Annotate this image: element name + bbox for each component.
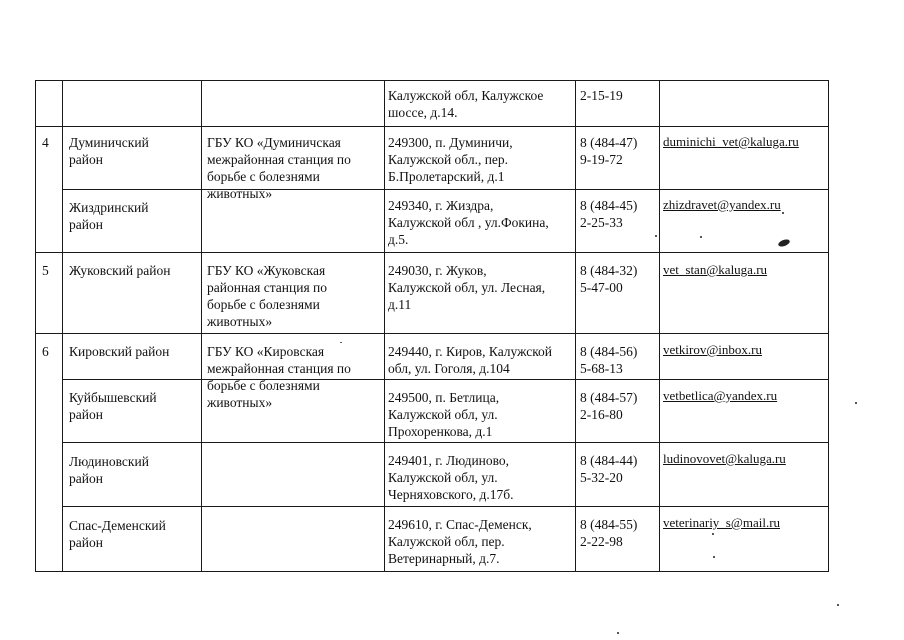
cell-row-number: 5 — [42, 263, 49, 278]
cell-organization: ГБУ КО «Кировская межрайонная станция по борьбе с болезнями животных» — [207, 344, 351, 410]
table-border-horizontal — [62, 442, 829, 443]
scan-speck — [712, 533, 714, 535]
table-border-vertical — [201, 80, 202, 572]
table-border-horizontal — [62, 506, 829, 507]
cell-address: 249300, п. Думиничи, Калужской обл., пер. Б.Пролетарский, д.1 — [388, 135, 513, 184]
cell-district: Куйбышевский район — [69, 390, 157, 422]
scan-speck — [340, 342, 342, 343]
cell-address: 249401, г. Людиново, Калужской обл, ул. Черняховского, д.17б. — [388, 453, 514, 502]
cell-phone: 8 (484-32) 5-47-00 — [580, 263, 638, 295]
table-border-vertical — [35, 80, 36, 572]
cell-email: vetbetlica@yandex.ru — [663, 388, 778, 403]
cell-row-number: 6 — [42, 344, 49, 359]
table-border-vertical — [828, 80, 829, 572]
cell-email: zhizdravet@yandex.ru — [663, 197, 781, 212]
table-border-horizontal — [35, 80, 829, 81]
cell-address: 249030, г. Жуков, Калужской обл, ул. Лесная, д.11 — [388, 263, 546, 312]
cell-district: Жуковский район — [69, 263, 171, 278]
cell-email: vet_stan@kaluga.ru — [663, 262, 768, 277]
scan-mark — [777, 238, 790, 248]
table-border-vertical — [659, 80, 660, 572]
scan-speck — [837, 604, 839, 606]
table-border-horizontal — [62, 189, 829, 190]
cell-row-number: 4 — [42, 135, 49, 150]
cell-address: 249610, г. Спас-Деменск, Калужской обл, пер. Ветеринарный, д.7. — [388, 517, 532, 566]
table-border-horizontal — [35, 252, 829, 253]
cell-phone: 8 (484-55) 2-22-98 — [580, 517, 638, 549]
scan-speck — [782, 212, 784, 214]
cell-phone: 8 (484-45) 2-25-33 — [580, 198, 638, 230]
cell-address: 249500, п. Бетлица, Калужской обл, ул. Прохоренкова, д.1 — [388, 390, 500, 439]
table-border-horizontal — [35, 333, 829, 334]
cell-email: duminichi_vet@kaluga.ru — [663, 134, 799, 149]
scan-speck — [713, 556, 715, 558]
cell-email: ludinovovet@kaluga.ru — [663, 451, 786, 466]
scan-speck — [855, 402, 857, 404]
cell-district: Людиновский район — [69, 454, 149, 486]
cell-district: Кировский район — [69, 344, 170, 359]
cell-phone: 2-15-19 — [580, 88, 623, 103]
scan-speck — [655, 235, 657, 237]
cell-phone: 8 (484-56) 5-68-13 — [580, 344, 638, 376]
table-border-vertical — [575, 80, 576, 572]
cell-district: Спас-Деменский район — [69, 518, 166, 550]
cell-phone: 8 (484-47) 9-19-72 — [580, 135, 638, 167]
table-border-vertical — [62, 80, 63, 572]
table-border-horizontal — [35, 126, 829, 127]
table-border-horizontal — [35, 571, 829, 572]
scan-speck — [617, 632, 619, 634]
scan-speck — [700, 236, 702, 238]
cell-district: Думиничский район — [69, 135, 149, 167]
cell-email: vetkirov@inbox.ru — [663, 342, 762, 357]
cell-phone: 8 (484-44) 5-32-20 — [580, 453, 638, 485]
cell-phone: 8 (484-57) 2-16-80 — [580, 390, 638, 422]
cell-organization: ГБУ КО «Жуковская районная станция по борьбе с болезнями животных» — [207, 263, 328, 329]
cell-email: veterinariy_s@mail.ru — [663, 515, 781, 530]
cell-address: Калужской обл, Калужское шоссе, д.14. — [388, 88, 544, 120]
cell-district: Жиздринский район — [69, 200, 149, 232]
table-border-vertical — [384, 80, 385, 572]
cell-organization: ГБУ КО «Думиничская межрайонная станция по борьбе с болезнями животных» — [207, 135, 351, 201]
cell-address: 249440, г. Киров, Калужской обл, ул. Гоголя, д.104 — [388, 344, 553, 376]
cell-address: 249340, г. Жиздра, Калужской обл , ул.Фокина, д.5. — [388, 198, 549, 247]
table-border-horizontal — [62, 379, 829, 380]
